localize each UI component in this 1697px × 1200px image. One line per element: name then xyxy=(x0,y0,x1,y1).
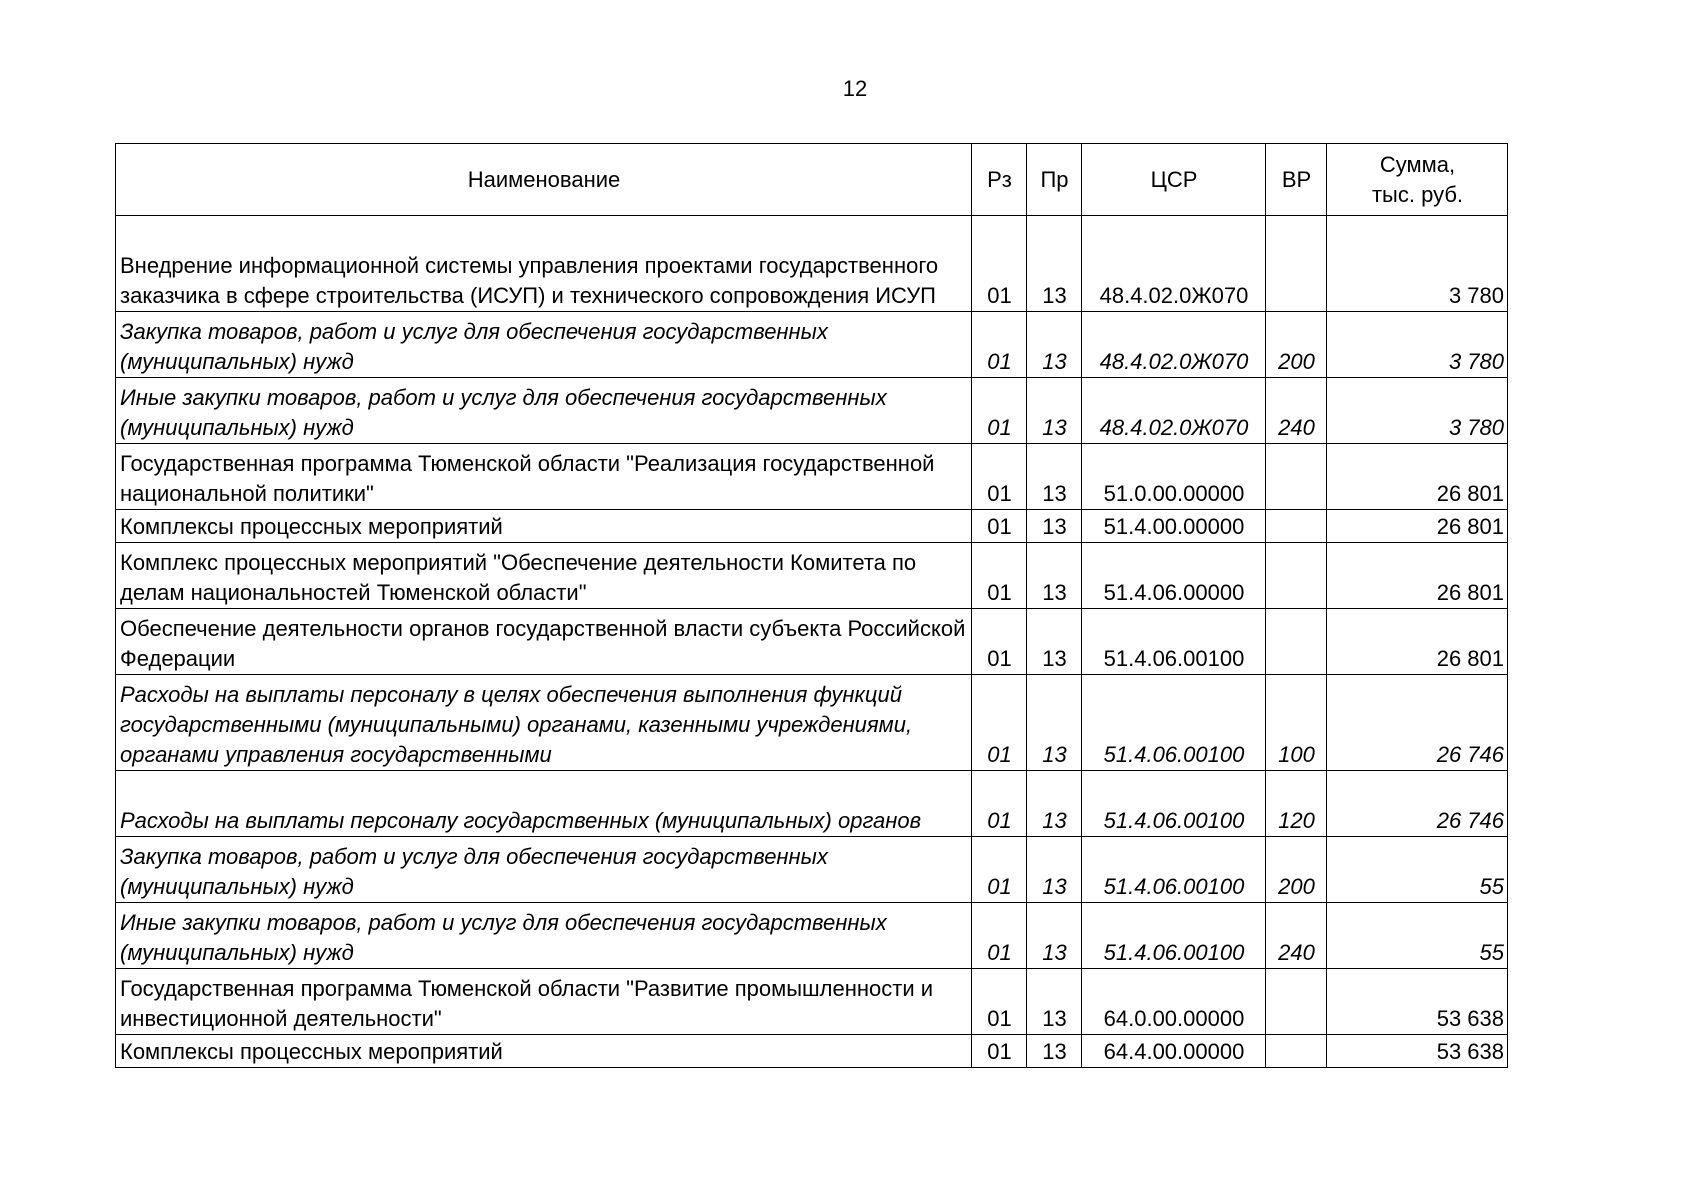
table-row xyxy=(116,378,1508,444)
row-vr xyxy=(1266,510,1327,543)
row-vr xyxy=(1266,543,1327,609)
header-pr: Пр xyxy=(1027,144,1082,216)
row-sum: 3 780 xyxy=(1327,216,1508,312)
row-rz: 01 xyxy=(972,216,1027,312)
row-vr: 120 xyxy=(1266,771,1327,837)
row-pr: 13 xyxy=(1027,969,1082,1035)
row-sum: 26 801 xyxy=(1327,444,1508,510)
row-name: Государственная программа Тюменской области "Развитие промышленности и инвестиционной деятельности" xyxy=(116,969,972,1035)
row-pr: 13 xyxy=(1027,510,1082,543)
row-pr: 13 xyxy=(1027,378,1082,444)
row-sum: 55 xyxy=(1327,903,1508,969)
row-sum: 55 xyxy=(1327,837,1508,903)
row-rz: 01 xyxy=(972,837,1027,903)
header-rz: Рз xyxy=(972,144,1027,216)
table-row xyxy=(116,771,1508,837)
row-name: Закупка товаров, работ и услуг для обеспечения государственных (муниципальных) нужд xyxy=(116,312,972,378)
row-csr: 51.4.00.00000 xyxy=(1082,510,1266,543)
row-sum: 3 780 xyxy=(1327,378,1508,444)
row-pr: 13 xyxy=(1027,444,1082,510)
budget-table xyxy=(115,143,1508,1068)
row-sum: 53 638 xyxy=(1327,1035,1508,1068)
row-csr: 64.4.00.00000 xyxy=(1082,1035,1266,1068)
row-sum: 3 780 xyxy=(1327,312,1508,378)
table-row xyxy=(116,510,1508,543)
header-vr: ВР xyxy=(1266,144,1327,216)
row-rz: 01 xyxy=(972,771,1027,837)
table-row xyxy=(116,609,1508,675)
row-sum: 26 746 xyxy=(1327,771,1508,837)
row-csr: 51.4.06.00100 xyxy=(1082,903,1266,969)
row-csr: 48.4.02.0Ж070 xyxy=(1082,216,1266,312)
header-csr: ЦСР xyxy=(1082,144,1266,216)
row-pr: 13 xyxy=(1027,837,1082,903)
row-name: Комплекс процессных мероприятий "Обеспечение деятельности Комитета по делам национальностей Тюменской области" xyxy=(116,543,972,609)
row-sum: 26 801 xyxy=(1327,510,1508,543)
table-header-row xyxy=(116,144,1508,216)
table-row xyxy=(116,903,1508,969)
row-pr: 13 xyxy=(1027,312,1082,378)
row-rz: 01 xyxy=(972,444,1027,510)
row-csr: 51.4.06.00100 xyxy=(1082,771,1266,837)
row-name: Иные закупки товаров, работ и услуг для обеспечения государственных (муниципальных) нужд xyxy=(116,903,972,969)
row-vr: 240 xyxy=(1266,378,1327,444)
row-rz: 01 xyxy=(972,609,1027,675)
header-name: Наименование xyxy=(116,144,972,216)
row-rz: 01 xyxy=(972,675,1027,771)
row-name: Внедрение информационной системы управления проектами государственного заказчика в сфере строительства (ИСУП) и технического сопровождения ИСУП xyxy=(116,216,972,312)
row-csr: 48.4.02.0Ж070 xyxy=(1082,312,1266,378)
row-pr: 13 xyxy=(1027,543,1082,609)
row-rz: 01 xyxy=(972,510,1027,543)
row-csr: 51.4.06.00100 xyxy=(1082,837,1266,903)
row-sum: 53 638 xyxy=(1327,969,1508,1035)
row-sum: 26 801 xyxy=(1327,543,1508,609)
header-sum: Сумма, тыс. руб. xyxy=(1327,144,1508,216)
row-csr: 51.4.06.00100 xyxy=(1082,675,1266,771)
row-name: Закупка товаров, работ и услуг для обеспечения государственных (муниципальных) нужд xyxy=(116,837,972,903)
row-csr: 48.4.02.0Ж070 xyxy=(1082,378,1266,444)
row-vr xyxy=(1266,444,1327,510)
row-pr: 13 xyxy=(1027,771,1082,837)
row-vr xyxy=(1266,216,1327,312)
row-rz: 01 xyxy=(972,969,1027,1035)
row-name: Иные закупки товаров, работ и услуг для обеспечения государственных (муниципальных) нужд xyxy=(116,378,972,444)
row-vr: 200 xyxy=(1266,837,1327,903)
row-vr: 200 xyxy=(1266,312,1327,378)
row-name: Обеспечение деятельности органов государственной власти субъекта Российской Федерации xyxy=(116,609,972,675)
row-rz: 01 xyxy=(972,378,1027,444)
row-vr xyxy=(1266,969,1327,1035)
row-rz: 01 xyxy=(972,903,1027,969)
row-pr: 13 xyxy=(1027,675,1082,771)
page-number: 12 xyxy=(842,76,868,101)
row-pr: 13 xyxy=(1027,216,1082,312)
row-name: Расходы на выплаты персоналу в целях обеспечения выполнения функций государственными (муниципальными) органами, казенными учреждениями, органами управления государственными xyxy=(116,675,972,771)
row-vr: 100 xyxy=(1266,675,1327,771)
row-sum: 26 746 xyxy=(1327,675,1508,771)
row-name: Комплексы процессных мероприятий xyxy=(116,1035,972,1068)
row-csr: 51.0.00.00000 xyxy=(1082,444,1266,510)
row-name: Государственная программа Тюменской области "Реализация государственной национальной политики" xyxy=(116,444,972,510)
row-pr: 13 xyxy=(1027,903,1082,969)
row-rz: 01 xyxy=(972,312,1027,378)
table-row xyxy=(116,216,1508,312)
row-rz: 01 xyxy=(972,543,1027,609)
row-csr: 51.4.06.00000 xyxy=(1082,543,1266,609)
row-csr: 64.0.00.00000 xyxy=(1082,969,1266,1035)
row-vr: 240 xyxy=(1266,903,1327,969)
row-name: Комплексы процессных мероприятий xyxy=(116,510,972,543)
row-pr: 13 xyxy=(1027,1035,1082,1068)
row-vr xyxy=(1266,1035,1327,1068)
row-name: Расходы на выплаты персоналу государственных (муниципальных) органов xyxy=(116,771,972,837)
row-pr: 13 xyxy=(1027,609,1082,675)
table-row xyxy=(116,1035,1508,1068)
table-row xyxy=(116,837,1508,903)
table-row xyxy=(116,312,1508,378)
table-row xyxy=(116,543,1508,609)
row-sum: 26 801 xyxy=(1327,609,1508,675)
row-csr: 51.4.06.00100 xyxy=(1082,609,1266,675)
table-row xyxy=(116,675,1508,771)
table-row xyxy=(116,969,1508,1035)
table-row xyxy=(116,444,1508,510)
row-vr xyxy=(1266,609,1327,675)
table-body xyxy=(116,216,1508,1068)
row-rz: 01 xyxy=(972,1035,1027,1068)
